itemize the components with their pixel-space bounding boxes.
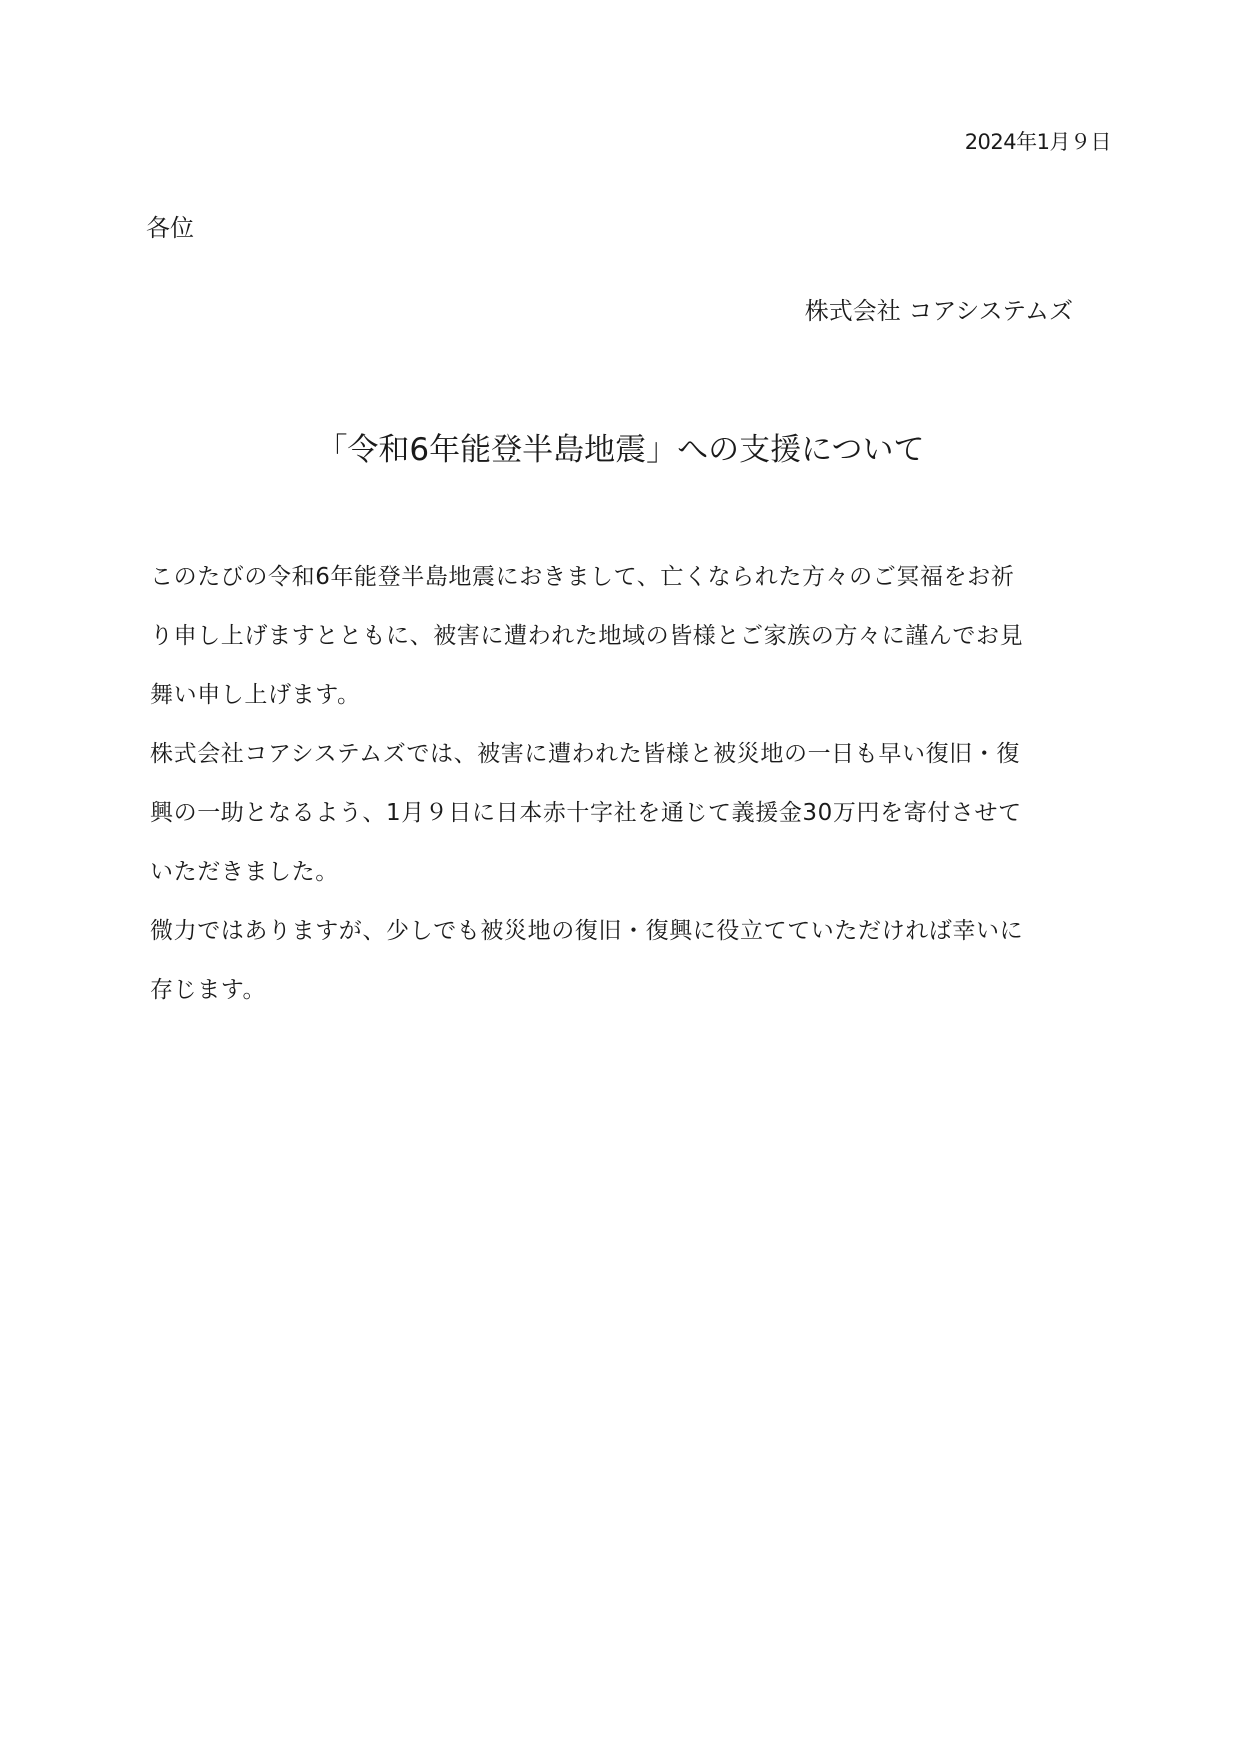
addressee: 各位 bbox=[146, 214, 194, 242]
body-line: 株式会社コアシステムズでは、被害に遭われた皆様と被災地の一日も早い復旧・復 bbox=[150, 741, 1020, 767]
body-line: 興の一助となるよう、1月９日に日本赤十字社を通じて義援金30万円を寄付させて bbox=[150, 800, 1022, 826]
body-line: いただきました。 bbox=[150, 859, 339, 885]
body-line: このたびの令和6年能登半島地震におきまして、亡くなられた方々のご冥福をお祈 bbox=[150, 564, 1015, 590]
document-title: 「令和6年能登半島地震」への支援について bbox=[316, 432, 925, 468]
document-date: 2024年1月９日 bbox=[964, 130, 1111, 154]
body-line: 存じます。 bbox=[150, 977, 267, 1003]
body-text bbox=[150, 548, 1110, 1020]
body-line: 舞い申し上げます。 bbox=[150, 682, 361, 708]
body-line: 微力ではありますが、少しでも被災地の復旧・復興に役立てていただければ幸いに bbox=[150, 918, 1024, 944]
body-line: り申し上げますとともに、被害に遭われた地域の皆様とご家族の方々に謹んでお見 bbox=[150, 623, 1024, 649]
sender-company: 株式会社 コアシステムズ bbox=[804, 297, 1073, 325]
